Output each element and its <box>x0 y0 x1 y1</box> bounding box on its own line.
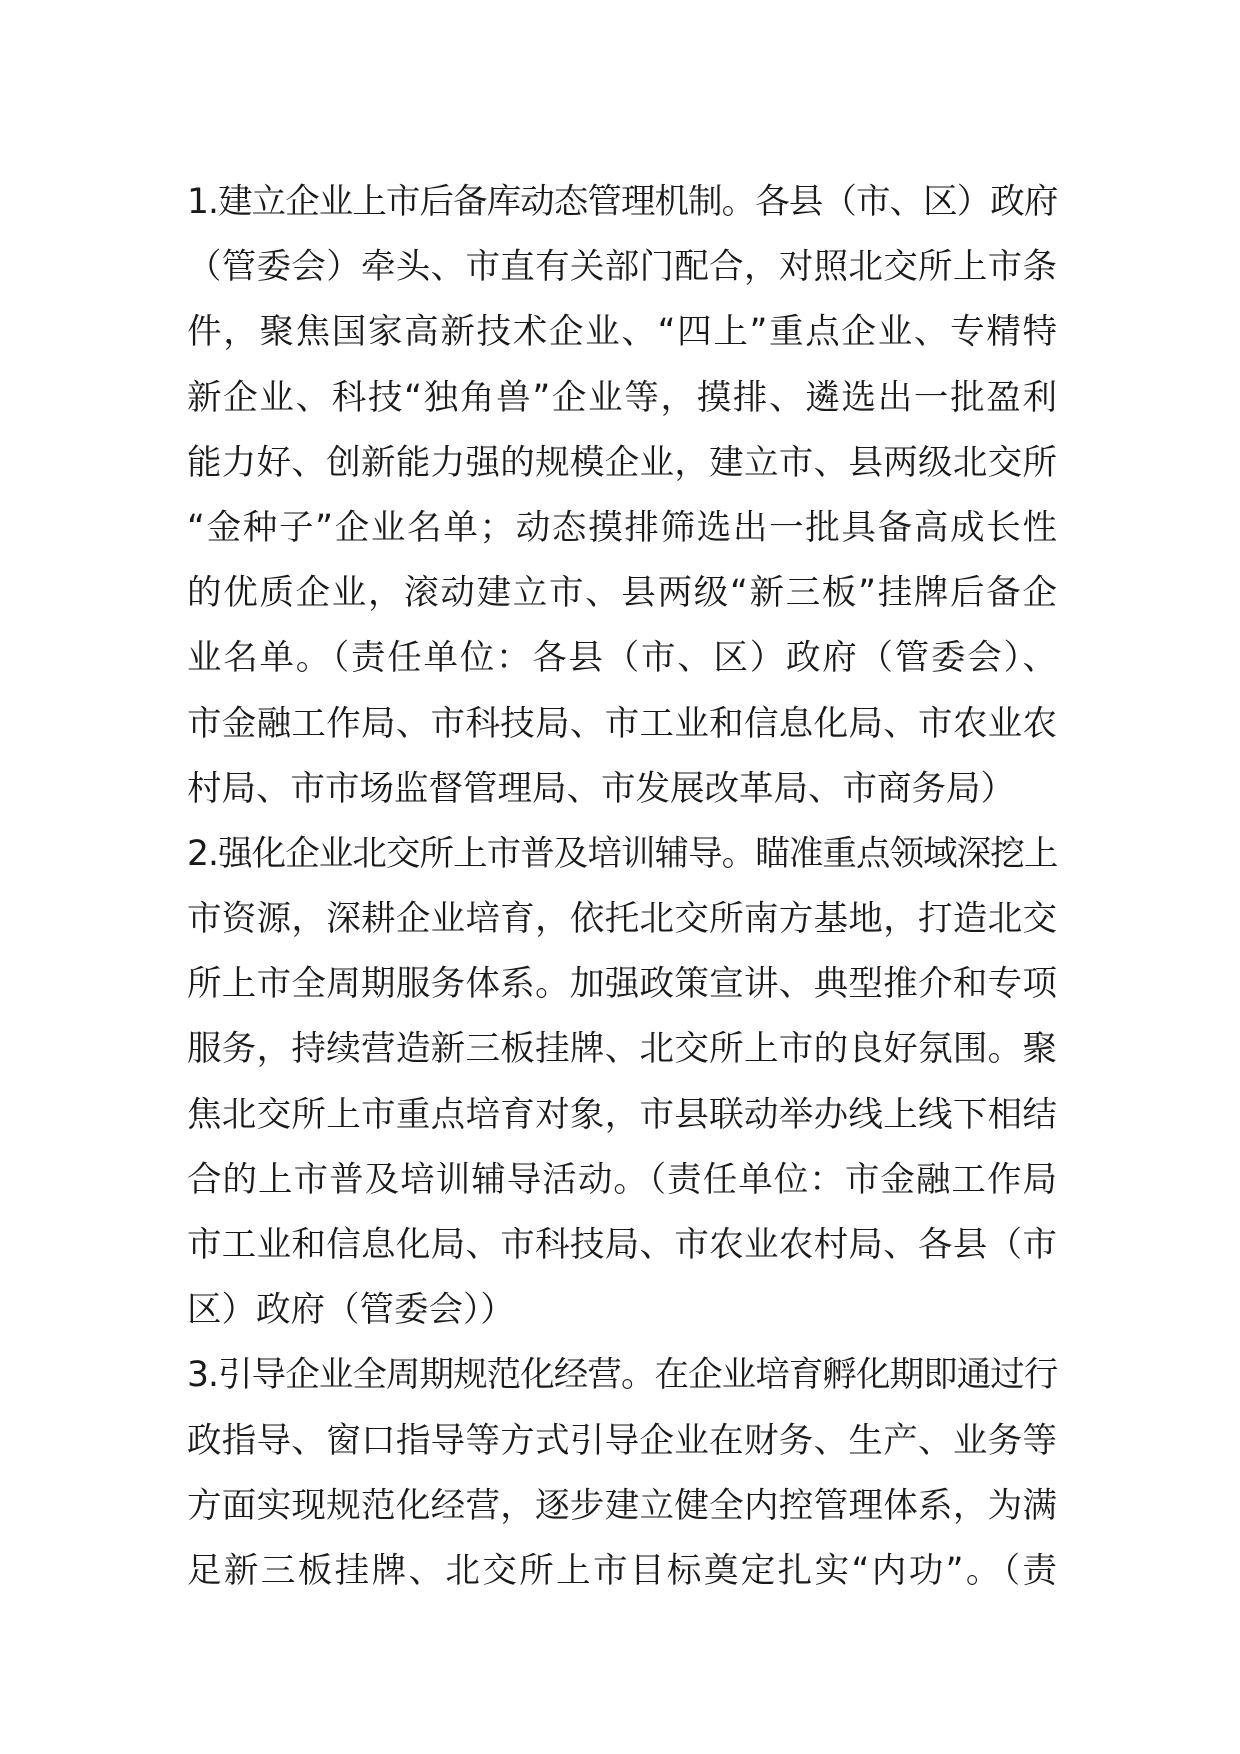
text-line: 市金融工作局、市科技局、市工业和信息化局、市农业农 <box>187 703 1057 744</box>
text-line: 1.建立企业上市后备库动态管理机制。各县（市、区）政府 <box>187 182 1058 222</box>
text-line: 业名单。（责任单位：各县（市、区）政府（管委会）、 <box>187 638 1057 679</box>
text-line: 件，聚焦国家高新技术企业、“四上”重点企业、专精特 <box>187 312 1057 353</box>
text-line: 能力好、创新能力强的规模企业，建立市、县两级北交所 <box>187 442 1057 483</box>
text-line: 足新三板挂牌、北交所上市目标奠定扎实“内功”。（责 <box>187 1550 1057 1591</box>
text-line: 服务，持续营造新三板挂牌、北交所上市的良好氛围。聚 <box>187 1029 1057 1070</box>
text-line: 的优质企业，滚动建立市、县两级“新三板”挂牌后备企 <box>187 573 1057 614</box>
text-line: 新企业、科技“独角兽”企业等，摸排、遴选出一批盈利 <box>187 377 1057 418</box>
text-line: 村局、市市场监督管理局、市发展改革局、市商务局） <box>187 768 1015 809</box>
text-line: 所上市全周期服务体系。加强政策宣讲、典型推介和专项 <box>187 964 1057 1005</box>
text-line: 2.强化企业北交所上市普及培训辅导。瞄准重点领域深挖上 <box>187 833 1058 874</box>
text-line: 3.引导企业全周期规范化经营。在企业培育孵化期即通过行 <box>187 1355 1058 1396</box>
text-line: （管委会）牵头、市直有关部门配合，对照北交所上市条 <box>187 247 1057 288</box>
text-line: 焦北交所上市重点培育对象，市县联动举办线上线下相结 <box>187 1094 1057 1135</box>
text-line: 市工业和信息化局、市科技局、市农业农村局、各县（市 <box>187 1225 1057 1265</box>
body-text <box>187 170 1057 1604</box>
text-line: “金种子”企业名单；动态摸排筛选出一批具备高成长性 <box>187 507 1057 548</box>
text-line: 区）政府（管委会）） <box>187 1290 515 1331</box>
text-line: 方面实现规范化经营，逐步建立健全内控管理体系，为满 <box>187 1485 1057 1526</box>
text-line: 合的上市普及培训辅导活动。（责任单位：市金融工作局 <box>187 1159 1057 1200</box>
text-line: 市资源，深耕企业培育，依托北交所南方基地，打造北交 <box>187 899 1057 940</box>
text-line: 政指导、窗口指导等方式引导企业在财务、生产、业务等 <box>187 1420 1057 1461</box>
